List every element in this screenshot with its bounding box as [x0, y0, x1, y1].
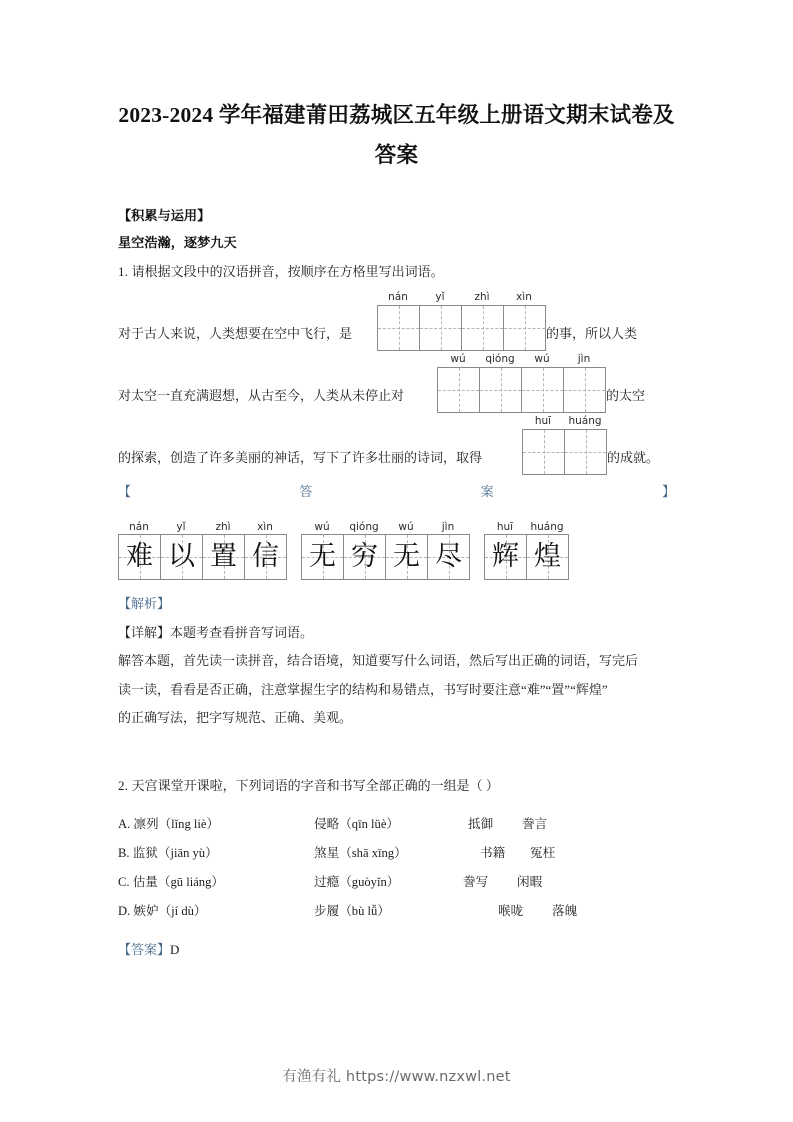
pinyin-row [377, 288, 546, 305]
option-word-3: 喉咙 [498, 904, 524, 919]
option-row[interactable] [118, 810, 675, 839]
analysis-label: 【解析】 [118, 596, 171, 612]
pinyin-label: xìn [516, 291, 532, 304]
pinyin-label: wú [314, 520, 330, 533]
option-word-2: 煞星（shā xīng） [314, 846, 407, 861]
pinyin-label: wú [398, 520, 414, 533]
option-letter-and-word-1: D. 嫉妒（jí dù） [118, 904, 207, 919]
pinyin-label: huáng [568, 415, 602, 428]
grid-cell-char: 难 [126, 541, 153, 573]
grid-cell-char [523, 430, 564, 474]
pinyin-row [437, 350, 606, 367]
grid-cell-char: 辉 [492, 541, 519, 573]
grid-cell-char [420, 306, 461, 350]
grid-cell[interactable] [161, 535, 203, 579]
fill-in-line [118, 286, 675, 348]
grid-cell-char: 无 [393, 541, 420, 573]
pinyin-label: huī [496, 520, 514, 533]
pinyin-label: nán [129, 520, 149, 533]
pinyin-label: yǐ [435, 291, 445, 304]
grid-cell-char [462, 306, 503, 350]
grid-cells [301, 534, 470, 580]
page-title: 2023-2024 学年福建莆田荔城区五年级上册语文期末试卷及答案 [118, 103, 675, 167]
pinyin-row [522, 412, 607, 429]
grid-cell-char [522, 368, 563, 412]
pinyin-row [118, 517, 287, 534]
grid-cell-char [480, 368, 521, 412]
grid-cell[interactable] [527, 535, 569, 579]
fill-in-line [118, 348, 675, 410]
pinyin-label: huī [534, 415, 552, 428]
answer-banner-part: 答 [299, 483, 313, 499]
explanation-line-1: 解答本题，首先读一读拼音，结合语境，知道要写什么词语，然后写出正确的词语，写完后 [118, 653, 639, 669]
character-grid [118, 517, 287, 580]
option-word-4: 闲暇 [517, 875, 543, 890]
character-grid [437, 350, 606, 413]
detail-label: 【详解】 [118, 624, 171, 640]
grid-cells [437, 367, 606, 413]
line-text-after: 的太空 [606, 387, 646, 403]
pinyin-label: wú [450, 353, 466, 366]
pinyin-label: zhì [215, 520, 231, 533]
option-letter-and-word-1: B. 监狱（jiān yù） [118, 846, 218, 861]
option-word-3: 书籍 [480, 846, 506, 861]
section-heading: 【积累与运用】 [118, 207, 211, 223]
line-text-before: 对太空一直充满遐想，从古至今，人类从未停止对 [118, 387, 405, 403]
line-text-before: 的探索，创造了许多美丽的神话，写下了许多壮丽的诗词，取得 [118, 449, 483, 465]
option-row[interactable] [118, 839, 675, 868]
pinyin-label: xìn [257, 520, 273, 533]
grid-cells [118, 534, 287, 580]
sub-heading: 星空浩瀚，逐梦九天 [118, 235, 237, 251]
option-word-2: 步履（bù lǚ） [314, 904, 390, 919]
detail-line [118, 619, 675, 648]
grid-cell[interactable] [523, 430, 565, 474]
character-grid [522, 412, 607, 475]
question-2-prompt [118, 772, 675, 800]
explanation-line-3: 的正确写法，把字写规范、正确、美观。 [118, 710, 353, 725]
grid-cell-char: 尽 [435, 541, 462, 573]
answer-line-q2 [118, 936, 675, 965]
grid-cell[interactable] [504, 306, 546, 350]
grid-cell-char: 信 [252, 541, 279, 573]
answer-grids [118, 510, 675, 580]
grid-cells [522, 429, 607, 475]
grid-cell[interactable] [462, 306, 504, 350]
grid-cell-char [565, 430, 606, 474]
line-text-after: 的成就。 [607, 449, 660, 465]
question-1-prompt [118, 258, 675, 286]
character-grid [301, 517, 470, 580]
grid-cell[interactable] [302, 535, 344, 579]
option-word-2: 过瘾（guòyǐn） [314, 875, 400, 890]
grid-cell[interactable] [438, 368, 480, 412]
grid-cell-char [438, 368, 479, 412]
pinyin-label: wú [534, 353, 550, 366]
grid-cells [377, 305, 546, 351]
grid-cell[interactable] [344, 535, 386, 579]
line-text-before: 对于古人来说，人类想要在空中飞行，是 [118, 325, 353, 341]
fill-in-line [118, 410, 675, 472]
pinyin-row [484, 517, 569, 534]
grid-cells [484, 534, 569, 580]
character-grid [484, 517, 569, 580]
grid-cell-char: 煌 [534, 541, 561, 573]
grid-cell[interactable] [522, 368, 564, 412]
pinyin-label: jìn [441, 520, 455, 533]
footer-watermark: 有渔有礼 https://www.nzxwl.net [282, 1069, 511, 1085]
pinyin-label: yǐ [176, 520, 186, 533]
question-1-fill-lines [118, 286, 675, 472]
pinyin-label: qióng [485, 353, 515, 366]
question-2-options [118, 810, 675, 926]
character-grid [377, 288, 546, 351]
pinyin-label: qióng [349, 520, 379, 533]
question-1-prompt-text: 请根据文段中的汉语拼音，按顺序在方格里写出词语。 [131, 263, 444, 279]
answer-banner-part: 【 [118, 483, 132, 499]
grid-cell-char: 无 [309, 541, 336, 573]
grid-cell-char [504, 306, 545, 350]
grid-cell[interactable] [420, 306, 462, 350]
option-word-3: 抵御 [468, 817, 494, 832]
grid-cell-char [378, 306, 419, 350]
option-letter-and-word-1: A. 凛列（lǐng liè） [118, 817, 220, 832]
question-2-number: 2. [118, 778, 129, 794]
option-word-3: 誊写 [463, 875, 489, 890]
grid-cell[interactable] [378, 306, 420, 350]
grid-cell-char: 以 [168, 541, 195, 573]
pinyin-label: zhì [474, 291, 490, 304]
grid-cell-char: 穷 [351, 541, 378, 573]
line-text-after: 的事，所以人类 [546, 325, 638, 341]
answer-banner-part: 】 [661, 483, 675, 499]
option-row[interactable] [118, 897, 675, 926]
grid-cell[interactable] [485, 535, 527, 579]
pinyin-label: huáng [530, 520, 564, 533]
question-2-prompt-text: 天宫课堂开课啦，下列词语的字音和书写全部正确的一组是（ ） [131, 778, 499, 794]
answer-value-q2: D [170, 942, 180, 958]
grid-cell-char [564, 368, 605, 412]
detail-text: 本题考查看拼音写词语。 [170, 624, 314, 640]
answer-banner-part: 案 [480, 483, 494, 499]
option-word-2: 侵略（qīn lüè） [314, 817, 400, 832]
pinyin-label: jìn [577, 353, 591, 366]
question-1-number: 1. [118, 263, 129, 279]
option-row[interactable] [118, 868, 675, 897]
grid-cell[interactable] [428, 535, 470, 579]
grid-cell[interactable] [386, 535, 428, 579]
option-word-4: 冤枉 [530, 846, 556, 861]
option-word-4: 落魄 [552, 904, 578, 919]
grid-cell[interactable] [565, 430, 607, 474]
answer-banner-q1 [118, 478, 675, 507]
grid-cell[interactable] [480, 368, 522, 412]
grid-cell-char: 置 [210, 541, 237, 573]
answer-label-q2: 【答案】 [118, 942, 171, 958]
option-letter-and-word-1: C. 估量（gū liáng） [118, 875, 224, 890]
explanation-line-2: 读一读，看看是否正确，注意掌握生字的结构和易错点，书写时要注意“难”“置”“辉煌” [118, 681, 608, 697]
grid-cell[interactable] [119, 535, 161, 579]
pinyin-row [301, 517, 470, 534]
option-word-4: 誊言 [522, 817, 548, 832]
grid-cell[interactable] [564, 368, 606, 412]
grid-cell[interactable] [245, 535, 287, 579]
pinyin-label: nán [388, 291, 408, 304]
grid-cell[interactable] [203, 535, 245, 579]
